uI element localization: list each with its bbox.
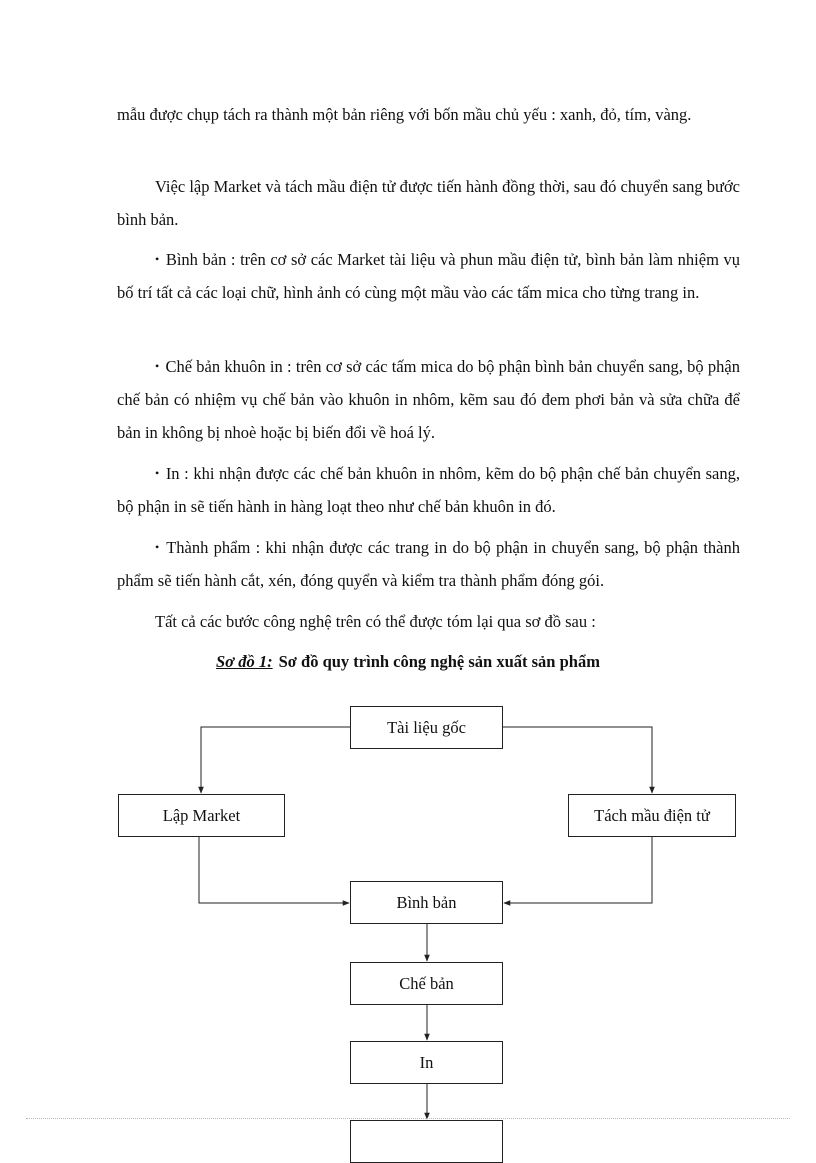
bullet-icon: • [155, 466, 160, 480]
paragraph-7: Tất cả các bước công nghệ trên có thể được tóm lại qua sơ đồ sau : [155, 612, 596, 631]
caption-title: Sơ đồ quy trình công nghệ sản xuất sản phẩm [278, 652, 600, 671]
paragraph-che-ban: • Chế bản khuôn in : trên cơ sở các tấm mica do bộ phận bình bản chuyển sang, bộ phận chế bản có nhiệm vụ chế bản vào khuôn in nhôm, kẽm sau đó đem phơi bản và sửa chữa để bản in không bị nhoè hoặc bị biến đổi về hoá lý. [117, 357, 740, 442]
node-tach-mau-dien-tu: Tách mầu điện tử [568, 794, 736, 837]
arrow-goc-to-tach [503, 727, 652, 793]
node-lap-market: Lập Market [118, 794, 285, 837]
node-in: In [350, 1041, 503, 1084]
bullet-icon: • [155, 540, 160, 554]
node-next-partial [350, 1120, 503, 1163]
caption-label: Sơ đồ 1: [216, 652, 273, 671]
bullet-icon: • [155, 359, 160, 373]
paragraph-thanh-pham: • Thành phẩm : khi nhận được các trang in do bộ phận in chuyển sang, bộ phận thành phẩm sẽ tiến hành cắt, xén, đóng quyển và kiểm tra thành phẩm đóng gói. [117, 538, 741, 590]
arrow-lap-to-binh [199, 837, 349, 903]
paragraph-binh-ban: • Bình bản : trên cơ sở các Market tài liệu và phun mầu điện tử, bình bản làm nhiệm vụ bố trí tất cả các loại chữ, hình ảnh có cùng một mầu vào các tấm mica cho từng trang in. [117, 250, 741, 302]
page-bottom-edge [26, 1118, 790, 1119]
node-che-ban: Chế bản [350, 962, 503, 1005]
arrow-goc-to-lap [201, 727, 350, 793]
bullet-icon: • [155, 252, 160, 266]
paragraph-1: mẫu được chụp tách ra thành một bản riêng với bốn mầu chủ yếu : xanh, đỏ, tím, vàng. [117, 105, 692, 124]
node-tai-lieu-goc: Tài liệu gốc [350, 706, 503, 749]
arrow-tach-to-binh [504, 837, 652, 903]
paragraph-2: Việc lập Market và tách mầu điện tử được tiến hành đồng thời, sau đó chuyển sang bước bình bản. [117, 177, 740, 229]
paragraph-in: • In : khi nhận được các chế bản khuôn in nhôm, kẽm do bộ phận chế bản chuyển sang, bộ phận in sẽ tiến hành in hàng loạt theo như chế bản khuôn in đó. [117, 464, 741, 516]
node-binh-ban: Bình bản [350, 881, 503, 924]
